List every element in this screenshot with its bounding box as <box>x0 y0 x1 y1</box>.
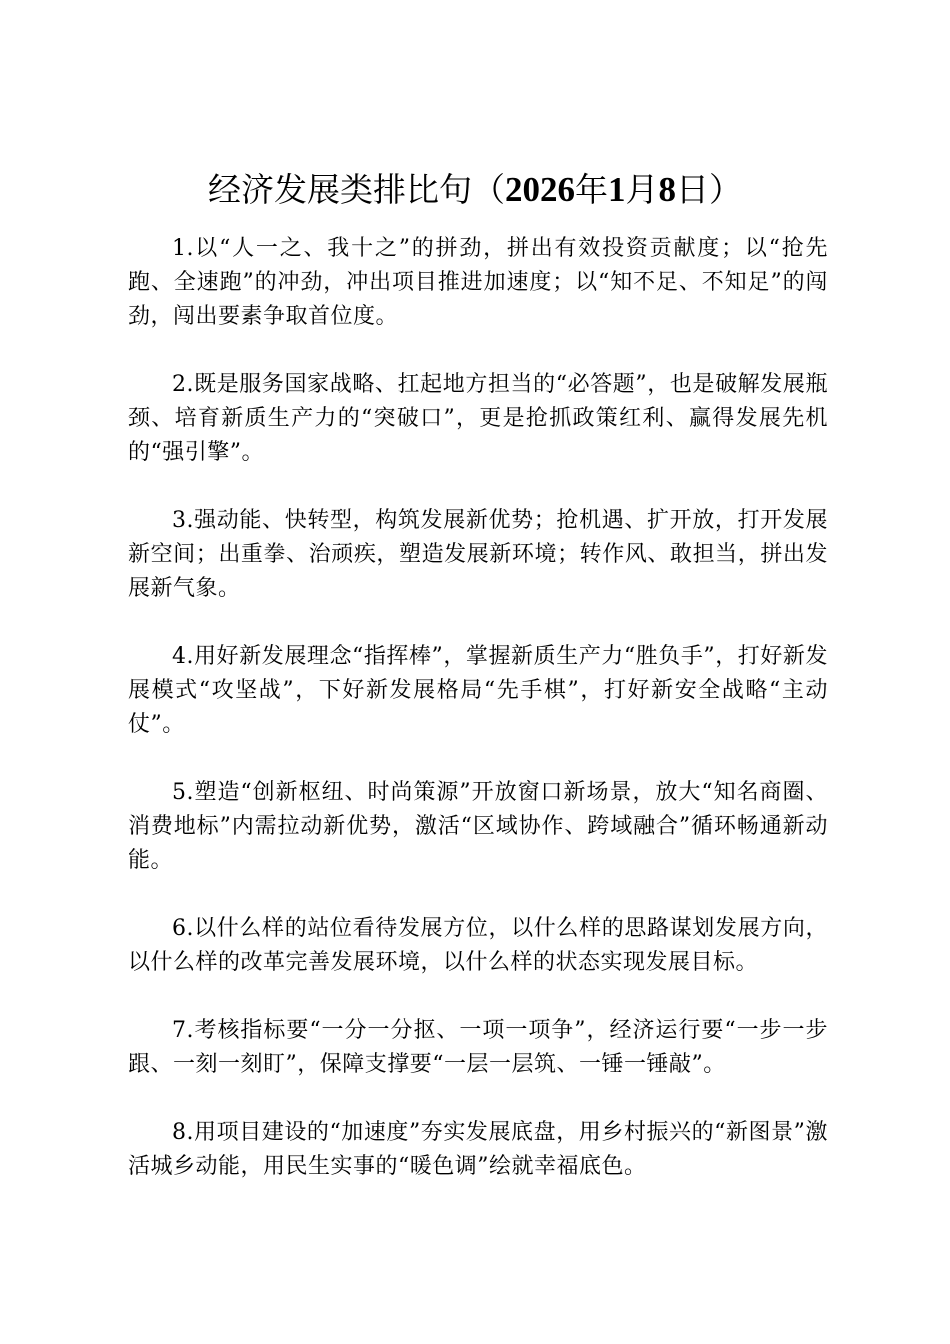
paragraph-4: 4.用好新发展理念“指挥棒”，掌握新质生产力“胜负手”，打好新发展模式“攻坚战”，下好新发展格局“先手棋”，打好新安全战略“主动仗”。 <box>128 644 828 737</box>
title-year: 2026 <box>505 170 575 209</box>
paragraph-1: 1.以“人一之、我十之”的拼劲，拼出有效投资贡献度；以“抢先跑、全速跑”的冲劲，冲出项目推进加速度；以“知不足、不知足”的闯劲，闯出要素争取首位度。 <box>128 236 828 329</box>
title-text: 经济发展类排比句（ <box>208 170 505 209</box>
document-title <box>0 168 950 212</box>
document-body <box>128 232 828 1218</box>
paragraph-7: 7.考核指标要“一分一分抠、一项一项争”，经济运行要“一步一步跟、一刻一刻盯”，保障支撑要“一层一层筑、一锤一锤敲”。 <box>128 1018 828 1077</box>
paragraph-8: 8.用项目建设的“加速度”夯实发展底盘，用乡村振兴的“新图景”激活城乡动能，用民生实事的“暖色调”绘就幸福底色。 <box>128 1120 828 1179</box>
title-year-unit: 年 <box>575 170 608 209</box>
title-day: 8 <box>658 170 676 209</box>
title-month-unit: 月 <box>625 170 659 209</box>
title-month: 1 <box>608 170 626 209</box>
paragraph-5: 5.塑造“创新枢纽、时尚策源”开放窗口新场景，放大“知名商圈、消费地标”内需拉动新优势，激活“区域协作、跨域融合”循环畅通新动能。 <box>128 780 828 873</box>
paragraph-2: 2.既是服务国家战略、扛起地方担当的“必答题”，也是破解发展瓶颈、培育新质生产力的“突破口”，更是抢抓政策红利、赢得发展先机的“强引擎”。 <box>128 372 828 465</box>
paragraph-6: 6.以什么样的站位看待发展方位，以什么样的思路谋划发展方向，以什么样的改革完善发展环境，以什么样的状态实现发展目标。 <box>128 916 828 975</box>
title-day-unit: 日） <box>676 170 742 209</box>
paragraph-3: 3.强动能、快转型，构筑发展新优势；抢机遇、扩开放，打开发展新空间；出重拳、治顽疾，塑造发展新环境；转作风、敢担当，拼出发展新气象。 <box>128 508 828 601</box>
